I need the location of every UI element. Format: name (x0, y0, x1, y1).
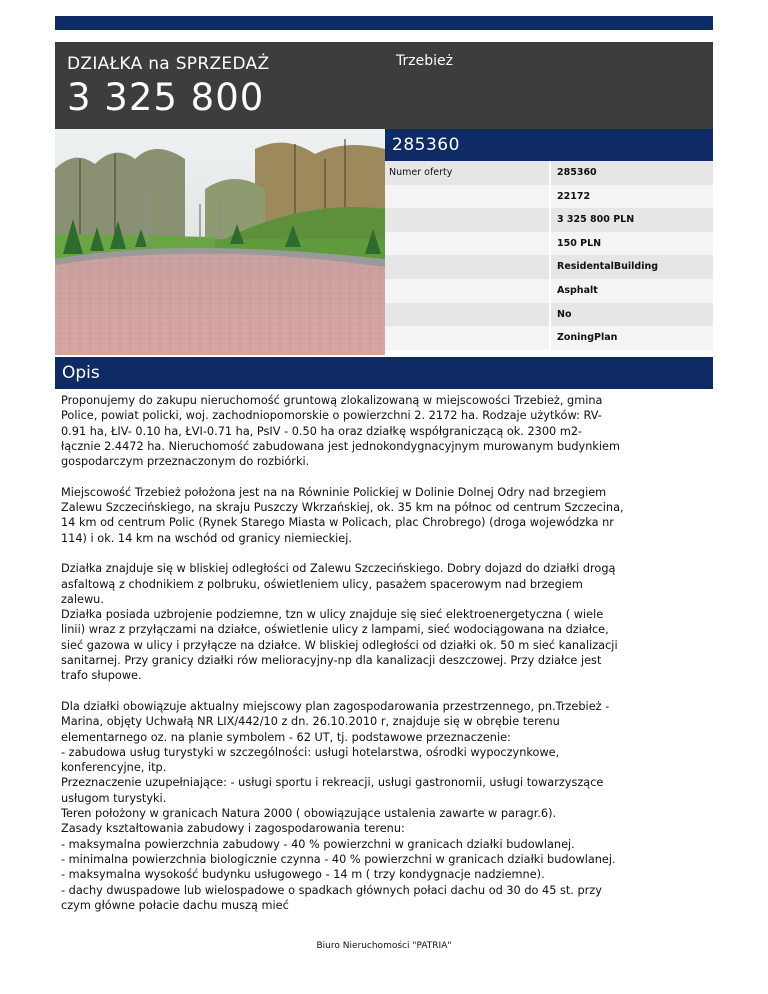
description-paragraph: Proponujemy do zakupu nieruchomość gruntową zlokalizowaną w miejscowości Trzebież, gmina Police, powiat policki, woj. zachodniopomorskie o powierzchni 2. 2172 ha. Rodzaje użytków: RV- 0.91 ha, ŁIV- 0.10 ha, ŁVI-0.71 ha, PsIV - 0.50 ha oraz działkę współgraniczącą ok. 2300 m2- łącznie 2.4472 ha. Nieruchomość zabudowana jest jednokondygnacyjnym murowanym budynkiem gospodarczym przeznaczonym do rozbiórki. (61, 394, 621, 469)
spec-label (385, 326, 549, 350)
spec-value: 285360 (551, 161, 713, 185)
spec-row (385, 208, 713, 232)
spec-label: Numer oferty (385, 161, 549, 185)
spec-label (385, 232, 549, 256)
offer-specs-table (385, 161, 713, 350)
spec-label (385, 185, 549, 209)
listing-city: Trzebież (396, 53, 453, 69)
spec-row (385, 326, 713, 350)
offer-header (55, 42, 713, 129)
spec-value: No (551, 303, 713, 327)
description-body (61, 393, 711, 928)
spec-row (385, 232, 713, 256)
spec-value: Asphalt (551, 279, 713, 303)
spec-label (385, 255, 549, 279)
listing-type: DZIAŁKA na SPRZEDAŻ (67, 54, 270, 74)
spec-value: 150 PLN (551, 232, 713, 256)
spec-value: ZoningPlan (551, 326, 713, 350)
spec-label (385, 279, 549, 303)
description-paragraph: Miejscowość Trzebież położona jest na na Równinie Polickiej w Dolinie Dolnej Odry nad brzegiem Zalewu Szczecińskiego, na skraju Puszczy Wkrzańskiej, ok. 35 km na północ od centrum Szczecina, 14 km od centrum Polic (Rynek Starego Miasta w Policach, plac Chrobrego) (droga wojewódzka nr 114) i ok. 14 km na wschód od granicy niemieckiej. (61, 485, 624, 545)
spec-row (385, 279, 713, 303)
property-photo (55, 129, 385, 355)
spec-row (385, 185, 713, 209)
description-paragraph: Dla działki obowiązuje aktualny miejscowy plan zagospodarowania przestrzennego, pn.Trzebież - Marina, objęty Uchwałą NR LIX/442/10 z dn. 26.10.2010 r, znajduje się w obrębie terenu elementarnego oz. na planie symbolem - 62 UT, tj. podstawowe przeznaczenie: - zabudowa usług turystyki w szczególności: usługi hotelarstwa, ośrodki wypoczynkowe, konferencyjne, itp. Przeznaczenie uzupełniające: - usługi sportu i rekreacji, usługi gastronomii, usługi towarzyszące usługom turystyki. Teren położony w granicach Natura 2000 ( obowiązujące ustalenia zawarte w paragr.6). Zasady kształtowania zabudowy i zagospodarowania terenu: - maksymalna powierzchnia zabudowy - 40 % powierzchni w granicach działki budowlanej. - minimalna powierzchnia biologicznie czynna - 40 % powierzchni w granicach działki budowlanej. - maksymalna wysokość budynku usługowego - 14 m ( trzy kondygnacje nadziemne). - dachy dwuspadowe lub wielospadowe o spadkach głównych połaci dachu od 30 do 45 st. przy czym główne połacie dachu muszą mieć (61, 699, 616, 912)
listing-price: 3 325 800 (67, 76, 265, 119)
spec-label (385, 303, 549, 327)
spec-row (385, 303, 713, 327)
spec-row (385, 161, 713, 185)
spec-row (385, 255, 713, 279)
description-heading: Opis (55, 357, 713, 389)
offer-id-heading: 285360 (385, 129, 713, 161)
top-accent-bar (55, 16, 713, 30)
spec-value: ResidentalBuilding (551, 255, 713, 279)
description-paragraph: Działka znajduje się w bliskiej odległości od Zalewu Szczecińskiego. Dobry dojazd do działki drogą asfaltową z chodnikiem z polbruku, oświetleniem ulicy, pasażem spacerowym nad brzegiem zalewu. Działka posiada uzbrojenie podziemne, tzn w ulicy znajduje się sieć elektroenergetyczna ( wiele linii) wraz z przyłączami na działce, oświetlenie ulicy z lampami, sieć wodociągowana na działce, sieć gazowa w ulicy i przyłącze na działce. W bliskiej odległości od działki ok. 50 m sieć kanalizacji sanitarnej. Przy granicy działki rów melioracyjny-np dla kanalizacji deszczowej. Przy działce jest trafo słupowe. (61, 562, 618, 683)
spec-value: 22172 (551, 185, 713, 209)
footer-agency: Biuro Nieruchomości "PATRIA" (316, 941, 452, 951)
spec-label (385, 208, 549, 232)
spec-value: 3 325 800 PLN (551, 208, 713, 232)
